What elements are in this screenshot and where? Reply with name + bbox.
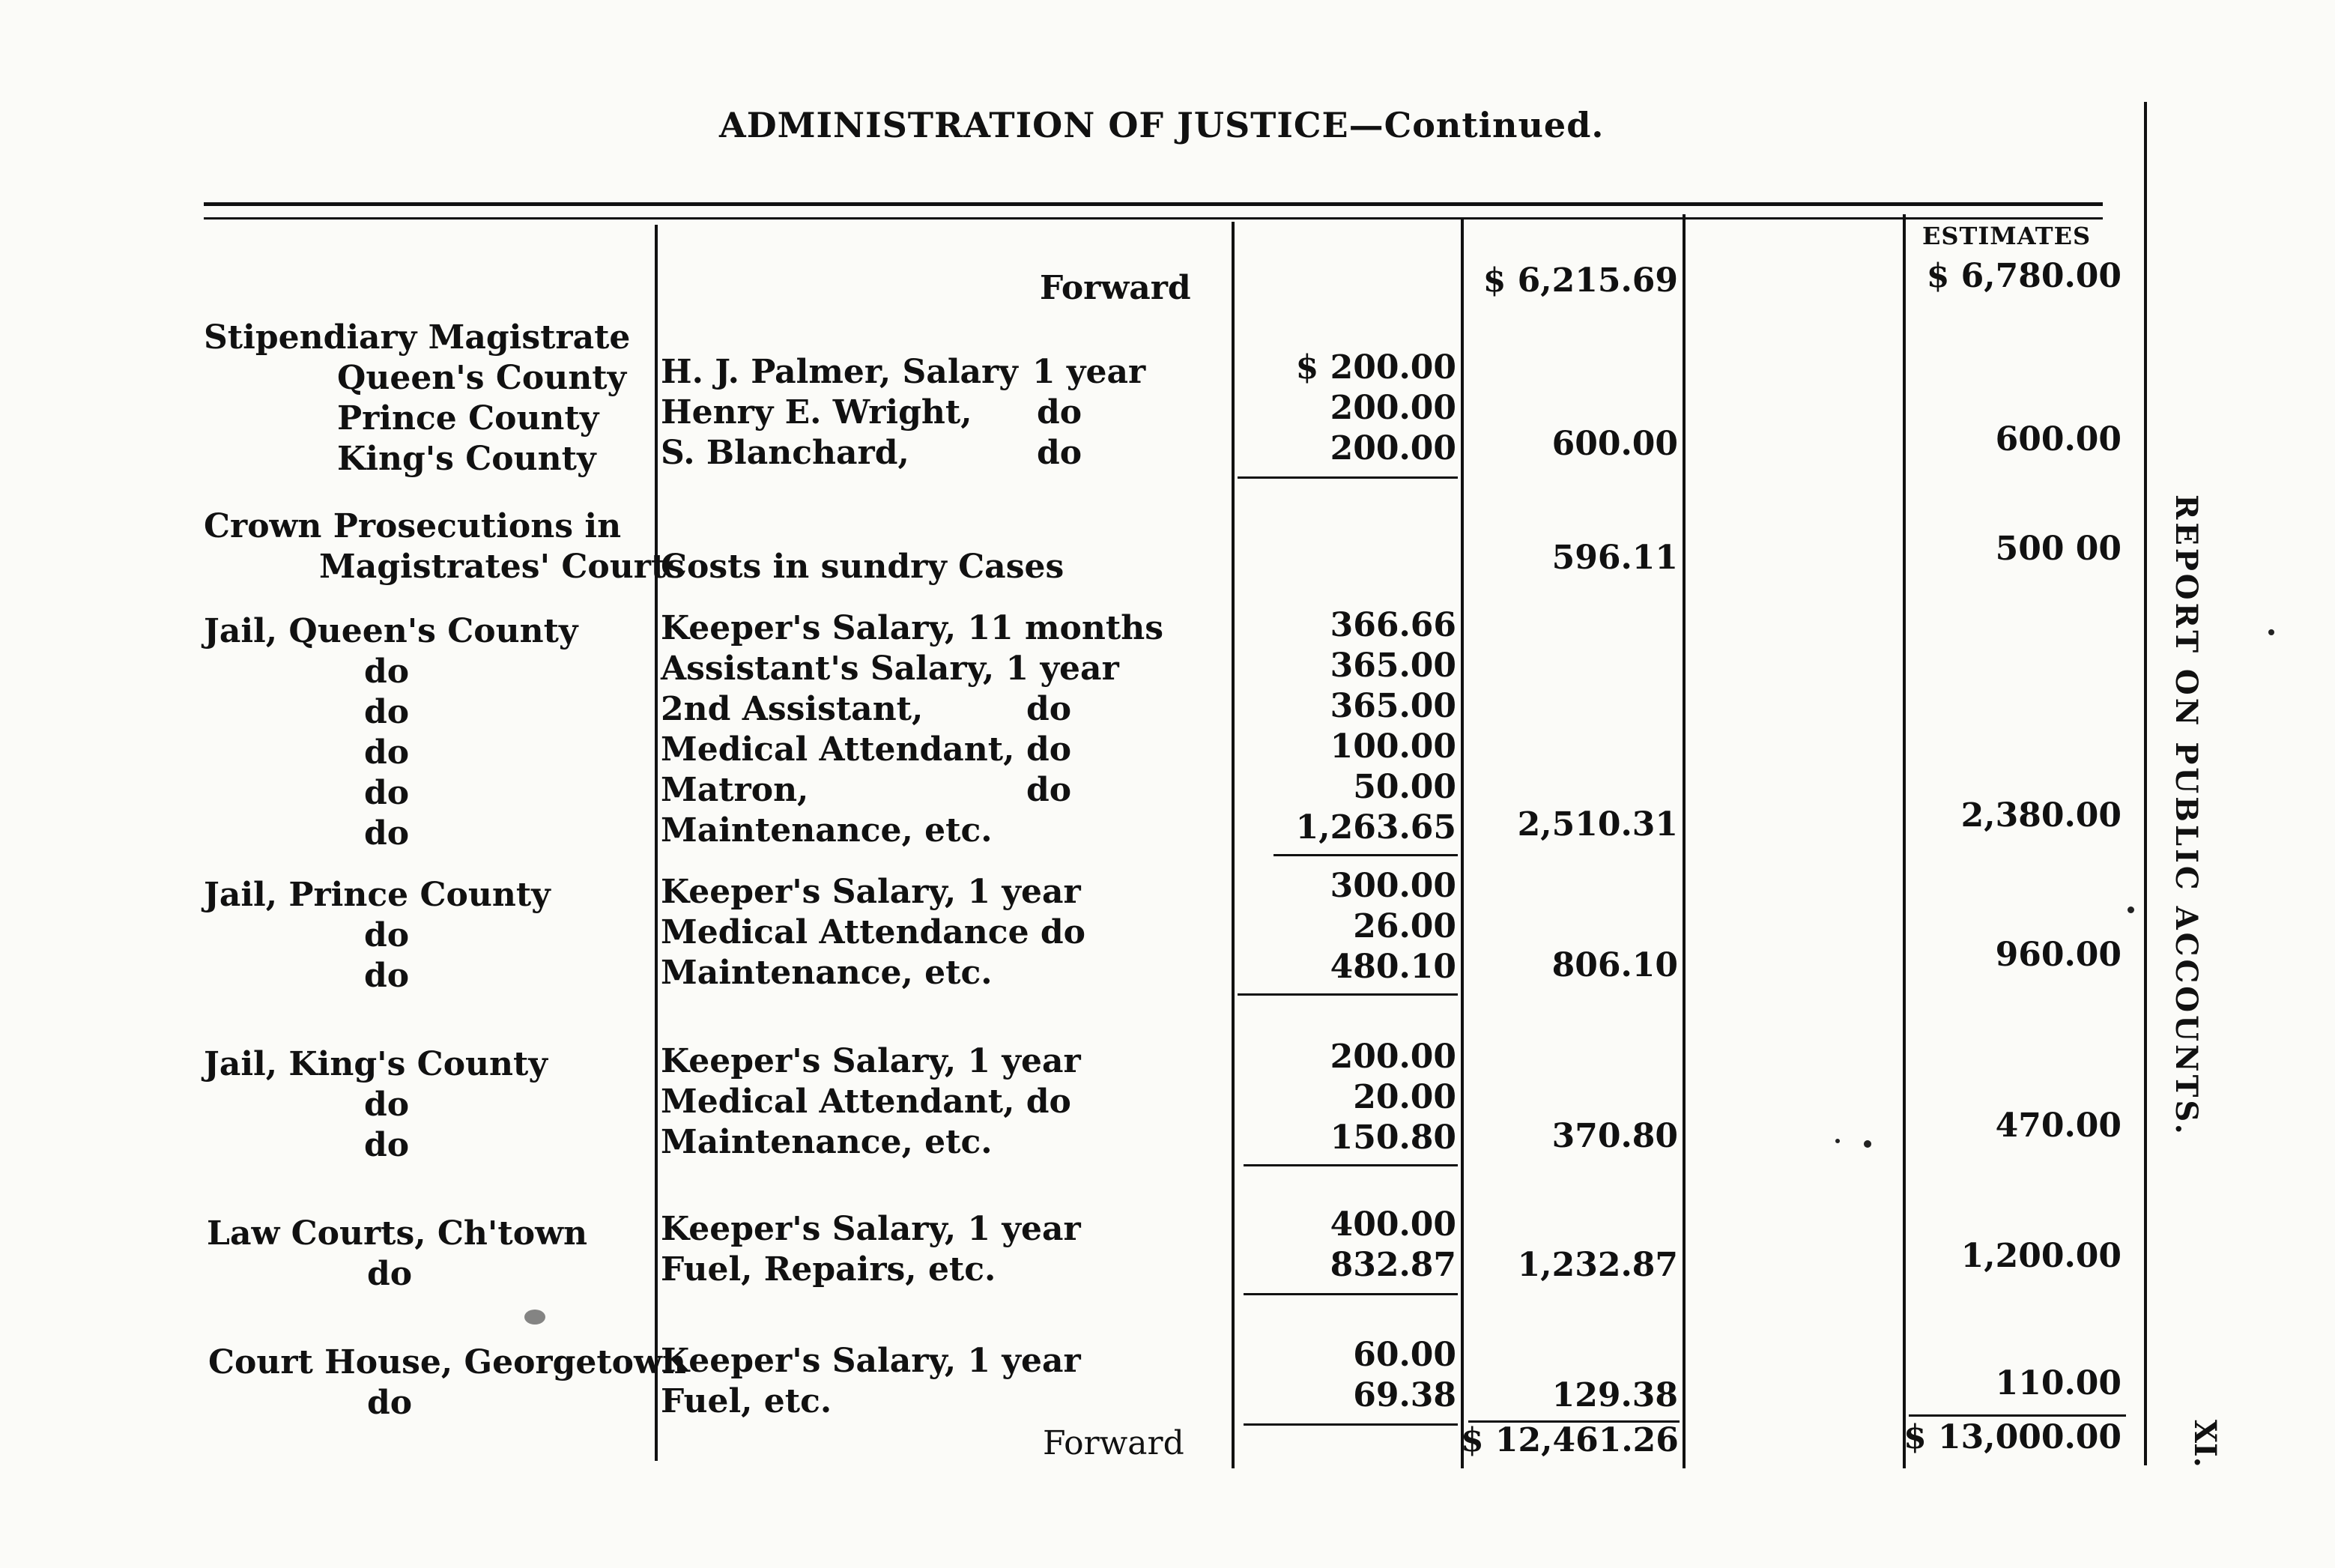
payee-label: Matron,: [661, 771, 809, 809]
term-label: 1 year: [1032, 353, 1146, 391]
forward-top-label: Forward: [1040, 269, 1191, 307]
total-rule: [1244, 1423, 1458, 1426]
subtotal-value: 2,510.31: [1517, 805, 1678, 844]
estimate-value: 2,380.00: [1960, 796, 2122, 835]
estimate-value: 600.00: [1995, 420, 2122, 458]
column-divider-term: [1232, 222, 1235, 1468]
forward-top-total: $ 6,215.69: [1483, 261, 1678, 300]
total-rule: [1909, 1414, 2126, 1417]
amount-value: 365.00: [1330, 687, 1456, 725]
service-label: Prince County: [337, 399, 599, 438]
service-label: Stipendiary Magistrate: [204, 318, 631, 357]
service-label: Jail, King's County: [204, 1045, 548, 1083]
forward-bottom-total: $ 12,461.26: [1461, 1421, 1679, 1459]
amount-value: $ 200.00: [1295, 348, 1456, 387]
amount-value: 832.87: [1330, 1246, 1456, 1284]
subtotal-value: 596.11: [1551, 539, 1678, 577]
column-divider-service: [655, 225, 658, 1461]
scan-speck: [2268, 629, 2274, 635]
header-rule-top: [204, 202, 2103, 206]
payee-label: Fuel, Repairs, etc.: [661, 1250, 996, 1289]
payee-label: Maintenance, etc.: [661, 811, 993, 850]
amount-value: 150.80: [1330, 1119, 1456, 1157]
payee-label: Keeper's Salary, 1 year: [661, 1210, 1081, 1248]
amount-value: 100.00: [1330, 727, 1456, 766]
estimate-value: 470.00: [1995, 1107, 2122, 1145]
service-label: Jail, Queen's County: [204, 612, 578, 650]
service-label: Magistrates' Courts: [319, 548, 685, 586]
amount-value: 20.00: [1353, 1078, 1456, 1116]
service-label: do: [364, 814, 410, 853]
payee-label: Henry E. Wright,: [661, 393, 972, 432]
amount-value: 1,263.65: [1295, 808, 1456, 847]
page-number: XI.: [2187, 1420, 2223, 1468]
service-label: Queen's County: [337, 359, 627, 397]
amount-value: 60.00: [1353, 1336, 1456, 1374]
group-rule: [1244, 1293, 1458, 1295]
term-label: do: [1037, 434, 1082, 472]
service-label: Crown Prosecutions in: [204, 507, 622, 545]
page-title: ADMINISTRATION OF JUSTICE—Continued.: [719, 105, 1605, 145]
subtotal-value: 1,232.87: [1517, 1246, 1678, 1284]
service-label: do: [364, 1086, 410, 1124]
payee-label: Costs in sundry Cases: [661, 548, 1064, 586]
amount-value: 200.00: [1330, 429, 1456, 467]
estimate-value: 110.00: [1995, 1364, 2122, 1402]
service-label: do: [364, 774, 410, 812]
subtotal-value: 600.00: [1551, 425, 1678, 463]
term-label: do: [1026, 690, 1072, 728]
service-label: do: [367, 1255, 413, 1293]
page-edge-rule: [2144, 102, 2147, 1465]
forward-bottom-estimate: $ 13,000.00: [1904, 1418, 2122, 1456]
payee-label: Fuel, etc.: [661, 1382, 832, 1420]
amount-value: 26.00: [1353, 907, 1456, 945]
payee-label: Maintenance, etc.: [661, 1123, 993, 1161]
payee-label: Keeper's Salary, 1 year: [661, 1042, 1081, 1080]
payee-label: H. J. Palmer, Salary: [661, 353, 1018, 391]
scan-speck: [1864, 1140, 1871, 1148]
payee-label: Medical Attendance do: [661, 913, 1085, 951]
header-rule-bottom: [204, 217, 2103, 220]
service-label: Law Courts, Ch'town: [207, 1214, 587, 1253]
payee-label: Keeper's Salary, 1 year: [661, 1342, 1081, 1380]
service-label: do: [364, 916, 410, 954]
term-label: do: [1026, 730, 1072, 769]
service-label: do: [364, 1126, 410, 1164]
side-running-head: REPORT ON PUBLIC ACCOUNTS.: [2169, 494, 2204, 1137]
scan-speck: [524, 1310, 545, 1325]
amount-value: 200.00: [1330, 1038, 1456, 1076]
service-label: do: [364, 653, 410, 691]
subtotal-value: 806.10: [1551, 946, 1678, 984]
amount-value: 69.38: [1353, 1376, 1456, 1414]
service-label: do: [364, 693, 410, 731]
amount-value: 400.00: [1330, 1205, 1456, 1244]
term-label: do: [1026, 771, 1072, 809]
payee-label: Maintenance, etc.: [661, 954, 993, 992]
amount-value: 50.00: [1353, 768, 1456, 806]
service-label: do: [364, 957, 410, 995]
service-label: Jail, Prince County: [204, 876, 551, 914]
group-rule: [1274, 854, 1458, 856]
service-label: King's County: [337, 440, 596, 478]
estimates-header: ESTIMATES: [1922, 222, 2092, 250]
amount-value: 366.66: [1330, 606, 1456, 644]
estimate-value: 500 00: [1995, 530, 2122, 568]
group-rule: [1244, 1164, 1458, 1166]
group-rule: [1238, 993, 1458, 996]
amount-value: 480.10: [1330, 948, 1456, 986]
term-label: do: [1037, 393, 1082, 432]
scan-speck: [1835, 1139, 1840, 1143]
amount-value: 365.00: [1330, 647, 1456, 685]
payee-label: 2nd Assistant,: [661, 690, 924, 728]
service-label: do: [367, 1384, 413, 1422]
column-divider-gap: [1903, 214, 1906, 1468]
payee-label: Keeper's Salary, 11 months: [661, 609, 1163, 647]
payee-label: Assistant's Salary, 1 year: [661, 650, 1119, 688]
payee-label: Medical Attendant,: [661, 730, 1015, 769]
subtotal-value: 129.38: [1551, 1376, 1678, 1414]
forward-bottom-label: Forward: [1043, 1424, 1184, 1462]
payee-label: Medical Attendant, do: [661, 1083, 1071, 1121]
estimate-value: 960.00: [1995, 936, 2122, 974]
service-label: do: [364, 733, 410, 772]
amount-value: 300.00: [1330, 867, 1456, 905]
amount-value: 200.00: [1330, 389, 1456, 427]
service-label: Court House, Georgetown: [208, 1343, 686, 1381]
payee-label: Keeper's Salary, 1 year: [661, 873, 1081, 911]
estimate-value: 1,200.00: [1960, 1237, 2122, 1275]
column-divider-subtotal: [1683, 214, 1686, 1468]
subtotal-value: 370.80: [1551, 1117, 1678, 1155]
payee-label: S. Blanchard,: [661, 434, 909, 472]
group-rule: [1238, 476, 1458, 479]
scan-speck: [2127, 906, 2134, 913]
forward-top-estimate: $ 6,780.00: [1926, 257, 2122, 295]
